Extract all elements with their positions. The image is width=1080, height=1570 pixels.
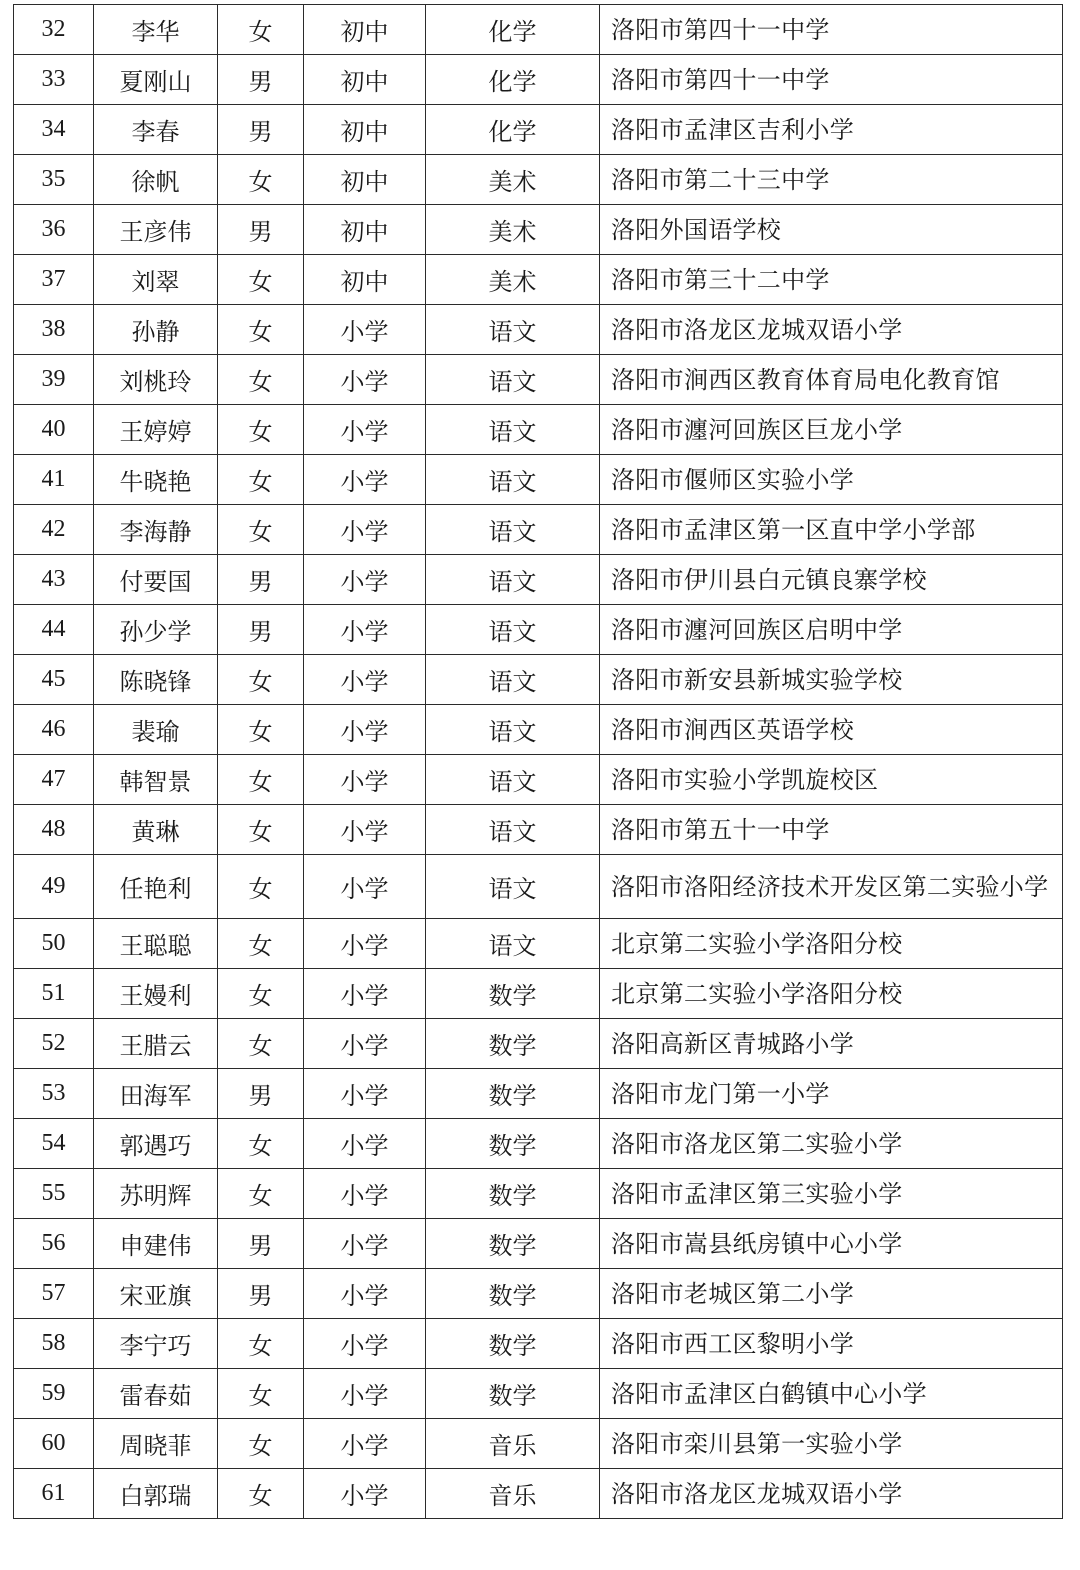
school-name-cell: 洛阳外国语学校 [600,205,1063,255]
subject-cell: 音乐 [426,1419,600,1469]
table-row [14,505,1063,555]
table-row [14,1469,1063,1519]
gender-cell: 女 [218,705,304,755]
table-row [14,705,1063,755]
gender-cell: 男 [218,55,304,105]
school-stage-cell: 小学 [304,1419,426,1469]
gender-cell: 女 [218,405,304,455]
school-stage-cell: 小学 [304,505,426,555]
subject-cell: 语文 [426,405,600,455]
teacher-name-cell: 苏明辉 [94,1169,218,1219]
row-number-cell: 53 [14,1069,94,1119]
teacher-name-cell: 裴瑜 [94,705,218,755]
row-number-cell: 45 [14,655,94,705]
table-row [14,255,1063,305]
roster-table-body [14,5,1063,1519]
table-row [14,919,1063,969]
school-name-cell: 北京第二实验小学洛阳分校 [600,969,1063,1019]
subject-cell: 化学 [426,55,600,105]
school-stage-cell: 初中 [304,5,426,55]
school-name-cell: 洛阳市涧西区英语学校 [600,705,1063,755]
row-number-cell: 60 [14,1419,94,1469]
school-name-cell: 洛阳市孟津区第三实验小学 [600,1169,1063,1219]
teacher-name-cell: 周晓菲 [94,1419,218,1469]
school-name-cell: 洛阳市洛龙区第二实验小学 [600,1119,1063,1169]
table-row [14,305,1063,355]
row-number-cell: 61 [14,1469,94,1519]
school-stage-cell: 小学 [304,1019,426,1069]
school-stage-cell: 小学 [304,1069,426,1119]
gender-cell: 女 [218,355,304,405]
subject-cell: 美术 [426,155,600,205]
teacher-name-cell: 王聪聪 [94,919,218,969]
school-name-cell: 洛阳市瀍河回族区巨龙小学 [600,405,1063,455]
teacher-name-cell: 黄琳 [94,805,218,855]
school-stage-cell: 小学 [304,1119,426,1169]
teacher-name-cell: 徐帆 [94,155,218,205]
roster-table [13,4,1063,1519]
teacher-name-cell: 申建伟 [94,1219,218,1269]
school-stage-cell: 小学 [304,1269,426,1319]
subject-cell: 数学 [426,969,600,1019]
row-number-cell: 40 [14,405,94,455]
school-name-cell: 洛阳市伊川县白元镇良寨学校 [600,555,1063,605]
gender-cell: 女 [218,855,304,919]
school-name-cell: 洛阳市老城区第二小学 [600,1269,1063,1319]
teacher-name-cell: 王腊云 [94,1019,218,1069]
table-row [14,1069,1063,1119]
table-row [14,555,1063,605]
gender-cell: 男 [218,605,304,655]
teacher-name-cell: 李海静 [94,505,218,555]
row-number-cell: 43 [14,555,94,605]
school-name-cell: 洛阳市新安县新城实验学校 [600,655,1063,705]
school-stage-cell: 初中 [304,205,426,255]
table-row [14,405,1063,455]
subject-cell: 语文 [426,505,600,555]
gender-cell: 女 [218,919,304,969]
school-stage-cell: 初中 [304,55,426,105]
gender-cell: 女 [218,1319,304,1369]
row-number-cell: 34 [14,105,94,155]
school-name-cell: 洛阳市涧西区教育体育局电化教育馆 [600,355,1063,405]
gender-cell: 男 [218,1269,304,1319]
school-stage-cell: 小学 [304,555,426,605]
school-stage-cell: 初中 [304,155,426,205]
school-name-cell: 洛阳市瀍河回族区启明中学 [600,605,1063,655]
subject-cell: 语文 [426,655,600,705]
subject-cell: 数学 [426,1019,600,1069]
row-number-cell: 33 [14,55,94,105]
school-name-cell: 洛阳市偃师区实验小学 [600,455,1063,505]
row-number-cell: 44 [14,605,94,655]
row-number-cell: 36 [14,205,94,255]
table-row [14,655,1063,705]
teacher-name-cell: 王嫚利 [94,969,218,1019]
row-number-cell: 41 [14,455,94,505]
gender-cell: 男 [218,1219,304,1269]
teacher-name-cell: 韩智景 [94,755,218,805]
subject-cell: 音乐 [426,1469,600,1519]
row-number-cell: 58 [14,1319,94,1369]
row-number-cell: 39 [14,355,94,405]
table-row [14,1119,1063,1169]
subject-cell: 语文 [426,605,600,655]
gender-cell: 女 [218,305,304,355]
teacher-name-cell: 白郭瑞 [94,1469,218,1519]
row-number-cell: 47 [14,755,94,805]
school-name-cell: 洛阳高新区青城路小学 [600,1019,1063,1069]
subject-cell: 语文 [426,355,600,405]
teacher-name-cell: 任艳利 [94,855,218,919]
row-number-cell: 55 [14,1169,94,1219]
row-number-cell: 42 [14,505,94,555]
teacher-name-cell: 王婷婷 [94,405,218,455]
table-row [14,205,1063,255]
row-number-cell: 59 [14,1369,94,1419]
teacher-name-cell: 刘桃玲 [94,355,218,405]
subject-cell: 语文 [426,755,600,805]
subject-cell: 化学 [426,5,600,55]
subject-cell: 化学 [426,105,600,155]
table-row [14,605,1063,655]
subject-cell: 语文 [426,555,600,605]
teacher-name-cell: 宋亚旗 [94,1269,218,1319]
row-number-cell: 56 [14,1219,94,1269]
school-stage-cell: 小学 [304,355,426,405]
teacher-name-cell: 陈晓锋 [94,655,218,705]
table-row [14,55,1063,105]
teacher-name-cell: 李华 [94,5,218,55]
gender-cell: 男 [218,555,304,605]
subject-cell: 语文 [426,805,600,855]
row-number-cell: 46 [14,705,94,755]
school-stage-cell: 小学 [304,705,426,755]
school-name-cell: 洛阳市第四十一中学 [600,55,1063,105]
gender-cell: 女 [218,1019,304,1069]
school-stage-cell: 小学 [304,805,426,855]
subject-cell: 语文 [426,455,600,505]
subject-cell: 数学 [426,1319,600,1369]
school-name-cell: 洛阳市孟津区白鹤镇中心小学 [600,1369,1063,1419]
teacher-name-cell: 孙静 [94,305,218,355]
school-name-cell: 洛阳市西工区黎明小学 [600,1319,1063,1369]
school-stage-cell: 小学 [304,455,426,505]
row-number-cell: 52 [14,1019,94,1069]
school-stage-cell: 小学 [304,305,426,355]
gender-cell: 女 [218,5,304,55]
gender-cell: 女 [218,1419,304,1469]
teacher-name-cell: 夏刚山 [94,55,218,105]
school-name-cell: 洛阳市孟津区第一区直中学小学部 [600,505,1063,555]
table-row [14,1019,1063,1069]
teacher-name-cell: 雷春茹 [94,1369,218,1419]
gender-cell: 女 [218,755,304,805]
school-name-cell: 洛阳市第二十三中学 [600,155,1063,205]
gender-cell: 女 [218,805,304,855]
teacher-name-cell: 牛晓艳 [94,455,218,505]
table-row [14,855,1063,919]
table-row [14,969,1063,1019]
teacher-name-cell: 孙少学 [94,605,218,655]
teacher-name-cell: 王彦伟 [94,205,218,255]
subject-cell: 语文 [426,705,600,755]
gender-cell: 男 [218,105,304,155]
gender-cell: 女 [218,455,304,505]
teacher-name-cell: 郭遇巧 [94,1119,218,1169]
table-row [14,755,1063,805]
table-row [14,1169,1063,1219]
row-number-cell: 57 [14,1269,94,1319]
gender-cell: 女 [218,1369,304,1419]
school-name-cell: 洛阳市洛龙区龙城双语小学 [600,305,1063,355]
school-name-cell: 北京第二实验小学洛阳分校 [600,919,1063,969]
row-number-cell: 32 [14,5,94,55]
subject-cell: 数学 [426,1369,600,1419]
school-stage-cell: 小学 [304,755,426,805]
table-row [14,155,1063,205]
school-stage-cell: 小学 [304,1469,426,1519]
teacher-name-cell: 刘翠 [94,255,218,305]
table-row [14,105,1063,155]
school-stage-cell: 小学 [304,1369,426,1419]
subject-cell: 语文 [426,855,600,919]
row-number-cell: 35 [14,155,94,205]
gender-cell: 男 [218,205,304,255]
gender-cell: 男 [218,1069,304,1119]
subject-cell: 数学 [426,1219,600,1269]
school-stage-cell: 小学 [304,605,426,655]
gender-cell: 女 [218,1469,304,1519]
school-name-cell: 洛阳市第三十二中学 [600,255,1063,305]
table-row [14,355,1063,405]
gender-cell: 女 [218,655,304,705]
row-number-cell: 38 [14,305,94,355]
table-row [14,1269,1063,1319]
gender-cell: 女 [218,155,304,205]
row-number-cell: 49 [14,855,94,919]
subject-cell: 数学 [426,1119,600,1169]
school-name-cell: 洛阳市洛阳经济技术开发区第二实验小学 [600,855,1063,919]
school-name-cell: 洛阳市孟津区吉利小学 [600,105,1063,155]
school-name-cell: 洛阳市嵩县纸房镇中心小学 [600,1219,1063,1269]
subject-cell: 数学 [426,1269,600,1319]
row-number-cell: 50 [14,919,94,969]
table-row [14,1319,1063,1369]
table-row [14,1219,1063,1269]
school-stage-cell: 小学 [304,1319,426,1369]
gender-cell: 女 [218,969,304,1019]
school-stage-cell: 小学 [304,969,426,1019]
gender-cell: 女 [218,505,304,555]
school-name-cell: 洛阳市龙门第一小学 [600,1069,1063,1119]
roster-document [13,4,1062,1519]
row-number-cell: 54 [14,1119,94,1169]
table-row [14,1369,1063,1419]
subject-cell: 语文 [426,305,600,355]
school-name-cell: 洛阳市实验小学凯旋校区 [600,755,1063,805]
gender-cell: 女 [218,1169,304,1219]
school-stage-cell: 小学 [304,855,426,919]
row-number-cell: 48 [14,805,94,855]
school-stage-cell: 初中 [304,105,426,155]
row-number-cell: 51 [14,969,94,1019]
table-row [14,455,1063,505]
school-stage-cell: 小学 [304,655,426,705]
table-row [14,805,1063,855]
subject-cell: 数学 [426,1069,600,1119]
school-stage-cell: 小学 [304,405,426,455]
school-stage-cell: 小学 [304,1169,426,1219]
table-row [14,5,1063,55]
gender-cell: 女 [218,255,304,305]
subject-cell: 数学 [426,1169,600,1219]
table-row [14,1419,1063,1469]
subject-cell: 语文 [426,919,600,969]
subject-cell: 美术 [426,255,600,305]
school-name-cell: 洛阳市洛龙区龙城双语小学 [600,1469,1063,1519]
school-name-cell: 洛阳市第五十一中学 [600,805,1063,855]
row-number-cell: 37 [14,255,94,305]
teacher-name-cell: 田海军 [94,1069,218,1119]
school-stage-cell: 小学 [304,1219,426,1269]
teacher-name-cell: 李春 [94,105,218,155]
teacher-name-cell: 付要国 [94,555,218,605]
school-stage-cell: 小学 [304,919,426,969]
subject-cell: 美术 [426,205,600,255]
school-name-cell: 洛阳市第四十一中学 [600,5,1063,55]
school-name-cell: 洛阳市栾川县第一实验小学 [600,1419,1063,1469]
gender-cell: 女 [218,1119,304,1169]
school-stage-cell: 初中 [304,255,426,305]
teacher-name-cell: 李宁巧 [94,1319,218,1369]
